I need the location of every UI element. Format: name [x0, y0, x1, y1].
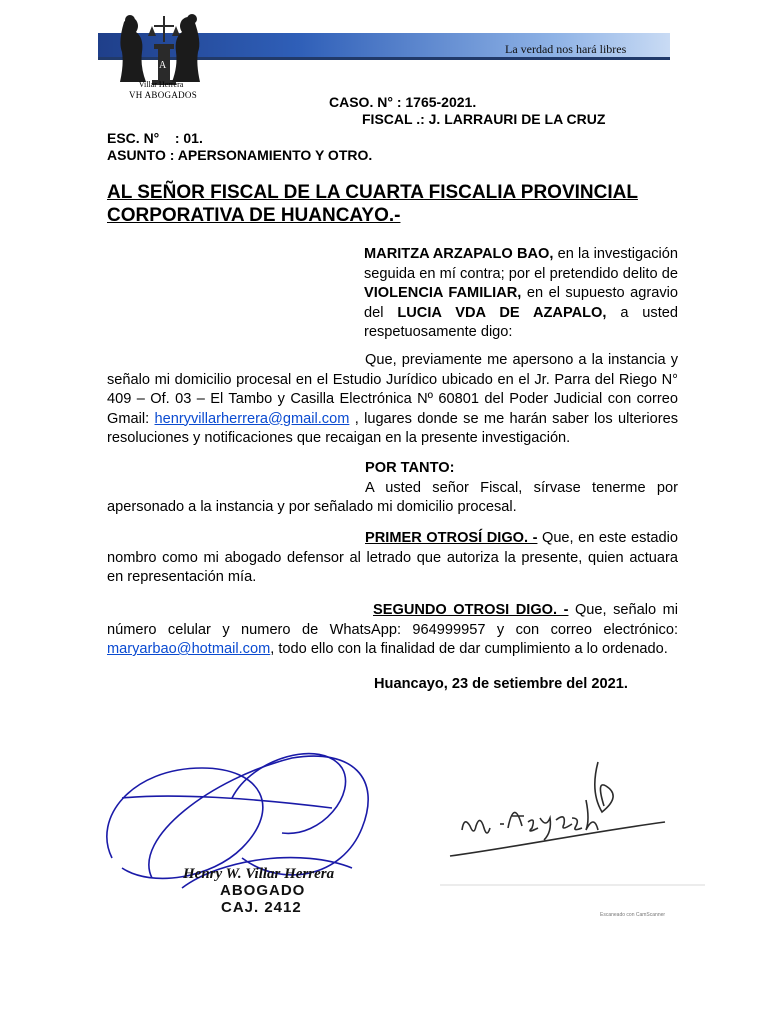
intro-text-3: a usted respetuosamente digo:: [364, 304, 678, 340]
title-line-1: AL SEÑOR FISCAL DE LA CUARTA FISCALIA PROVINCIAL: [107, 182, 638, 203]
header-motto: La verdad nos hará libres: [505, 42, 627, 56]
intro-text-1: en la investigación seguida en mí contra; por el pretendido delito de: [364, 246, 678, 282]
intro-text-2: en el supuesto agravio del: [364, 285, 679, 321]
title-line-2: CORPORATIVA DE HUANCAYO.-: [107, 205, 401, 226]
segundo-otrosi-paragraph: [107, 601, 678, 660]
victim-name: LUCIA VDA DE AZAPALO,: [397, 304, 607, 321]
intro-paragraph: [364, 245, 678, 343]
stamp-role: ABOGADO: [220, 882, 306, 899]
segundo-otrosi-text-1: Que, señalo mi número celular y numero de WhatsApp: 964999957 y con correo electrónico:: [107, 602, 678, 638]
date-line: Huancayo, 23 de setiembre del 2021.: [374, 676, 628, 692]
stamp-name: Henry W. Villar Herrera: [183, 866, 335, 882]
client-signature: [440, 752, 710, 892]
logo-firm: VH ABOGADOS: [128, 90, 198, 100]
case-number: CASO. N° : 1765-2021.: [329, 94, 477, 110]
por-tanto-paragraph: [107, 459, 678, 518]
crime-name: VIOLENCIA FAMILIAR,: [364, 285, 522, 301]
primer-otrosi-paragraph: [107, 529, 678, 588]
escrito-number: ESC. N° : 01.: [107, 130, 203, 146]
por-tanto-heading: POR TANTO:: [365, 460, 455, 476]
domicile-paragraph: [107, 351, 678, 449]
por-tanto-text: A usted señor Fiscal, sírvase tenerme por apersonado a la instancia y por señalado mi domicilio procesal.: [107, 479, 678, 515]
segundo-otrosi-text-2: , todo ello con la finalidad de dar cumplimiento a lo ordenado.: [270, 641, 668, 657]
gmail-link[interactable]: henryvillarherrera@gmail.com: [154, 410, 350, 427]
scan-note: Escaneado con CamScanner: [600, 912, 666, 918]
hotmail-link[interactable]: maryarbao@hotmail.com: [107, 641, 271, 657]
fiscal-name: FISCAL .: J. LARRAURI DE LA CRUZ: [362, 111, 606, 127]
primer-otrosi-text: Que, en este estadio nombro como mi abogado defensor al letrado que autoriza la presente, quien actuara en representación mía.: [107, 530, 679, 585]
svg-text:A: A: [159, 60, 167, 71]
logo-name: Villar Herrera: [138, 80, 184, 89]
primer-otrosi-heading: PRIMER OTROSÍ DIGO. -: [365, 530, 538, 546]
domicile-text-2: , lugares donde se me harán saber los ulteriores resoluciones y notificaciones que recaigan en la presente investigación.: [107, 410, 679, 446]
document-title: [107, 181, 687, 227]
domicile-text-1: Que, previamente me apersono a la instancia y señalo mi domicilio procesal en el Estudio Jurídico ubicado en el Jr. Parra del Riego N° 409 – Of. 03 – El Tambo y Casilla Electrónica Nº 60801 del Poder Judicial con correo Gmail:: [107, 352, 678, 427]
stamp-caj: CAJ. 2412: [221, 899, 302, 916]
petitioner-name: MARITZA ARZAPALO BAO,: [364, 246, 554, 262]
segundo-otrosi-heading: SEGUNDO OTROSI DIGO. -: [373, 602, 569, 618]
asunto: ASUNTO : APERSONAMIENTO Y OTRO.: [107, 147, 373, 163]
firm-logo: [110, 10, 220, 90]
